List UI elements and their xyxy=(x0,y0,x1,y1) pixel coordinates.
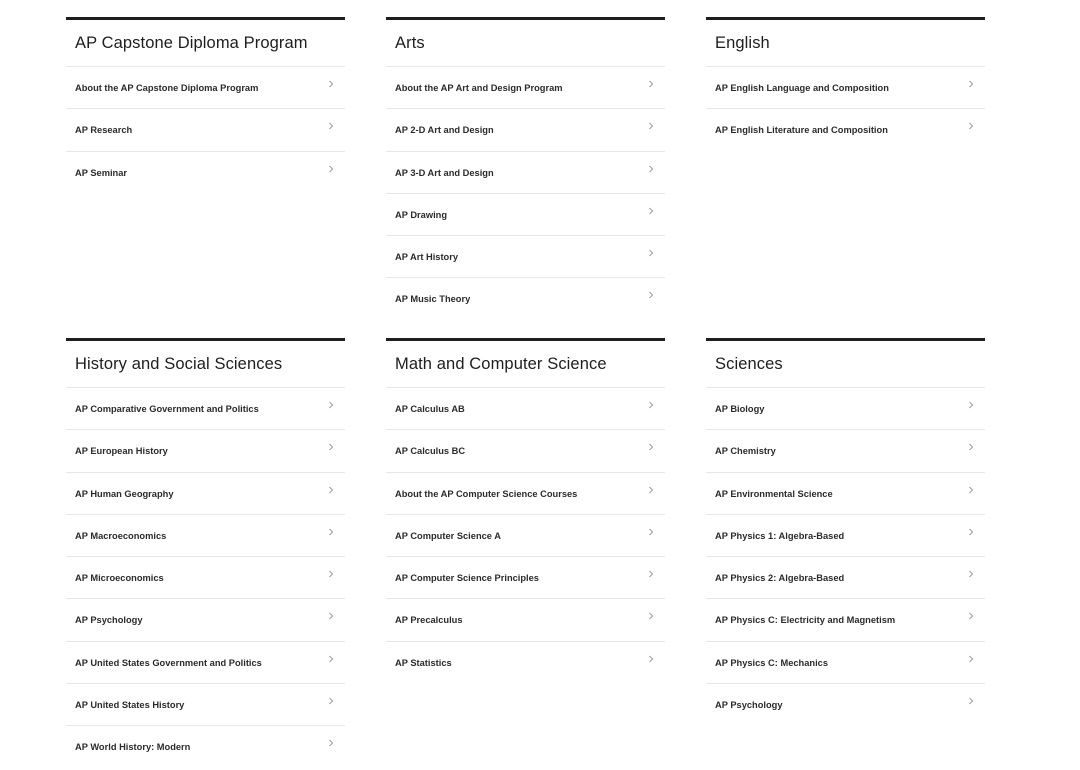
chevron-right-icon xyxy=(967,695,975,707)
course-link-label: AP Research xyxy=(75,125,133,136)
course-link-label: AP 2-D Art and Design xyxy=(395,125,494,136)
section-arts xyxy=(386,17,665,321)
chevron-right-icon xyxy=(327,441,335,453)
course-link-ap-united-states-government-and-politics[interactable] xyxy=(66,642,345,684)
course-link-label: AP World History: Modern xyxy=(75,742,191,753)
course-link-ap-research[interactable] xyxy=(66,109,345,151)
section-title: History and Social Sciences xyxy=(66,341,345,388)
course-link-ap-statistics[interactable] xyxy=(386,642,665,684)
course-link-ap-english-language-and-composition[interactable] xyxy=(706,67,985,109)
course-link-label: AP Environmental Science xyxy=(715,488,833,499)
course-link-ap-comparative-government-and-politics[interactable] xyxy=(66,388,345,430)
course-link-label: AP Drawing xyxy=(395,209,448,220)
course-link-ap-art-history[interactable] xyxy=(386,236,665,278)
course-link-label: AP English Language and Composition xyxy=(715,83,889,93)
course-link-label: AP Microeconomics xyxy=(75,573,164,584)
course-link-ap-calculus-ab[interactable] xyxy=(386,388,665,430)
chevron-right-icon xyxy=(647,568,655,580)
chevron-right-icon xyxy=(327,653,335,665)
course-link-about-the-ap-capstone-diploma-program[interactable] xyxy=(66,67,345,109)
chevron-right-icon xyxy=(327,526,335,538)
course-link-label: AP Calculus BC xyxy=(395,446,466,457)
chevron-right-icon xyxy=(647,78,655,90)
course-link-label: AP Precalculus xyxy=(395,615,463,626)
chevron-right-icon xyxy=(647,399,655,411)
course-link-label: AP 3-D Art and Design xyxy=(395,167,494,178)
course-link-label: AP Calculus AB xyxy=(395,404,465,414)
chevron-right-icon xyxy=(647,205,655,217)
section-title: AP Capstone Diploma Program xyxy=(66,20,345,67)
chevron-right-icon xyxy=(647,610,655,622)
course-link-ap-physics-c-electricity-and-magnetism[interactable] xyxy=(706,599,985,641)
course-link-ap-seminar[interactable] xyxy=(66,152,345,194)
course-link-label: AP Physics C: Electricity and Magnetism xyxy=(715,615,896,626)
course-link-ap-calculus-bc[interactable] xyxy=(386,430,665,472)
course-link-label: AP United States Government and Politics xyxy=(75,657,262,668)
course-link-ap-world-history-modern[interactable] xyxy=(66,726,345,768)
chevron-right-icon xyxy=(647,484,655,496)
course-link-label: About the AP Capstone Diploma Program xyxy=(75,83,259,93)
course-list xyxy=(706,67,985,152)
course-link-ap-music-theory[interactable] xyxy=(386,278,665,320)
course-link-ap-computer-science-a[interactable] xyxy=(386,515,665,557)
course-link-label: AP Physics 2: Algebra-Based xyxy=(715,573,845,584)
course-link-ap-united-states-history[interactable] xyxy=(66,684,345,726)
course-link-ap-3-d-art-and-design[interactable] xyxy=(386,152,665,194)
course-link-label: AP Chemistry xyxy=(715,446,776,457)
course-link-label: AP Human Geography xyxy=(75,488,174,499)
course-link-ap-biology[interactable] xyxy=(706,388,985,430)
section-ap-capstone-diploma-program xyxy=(66,17,345,194)
course-link-ap-physics-1-algebra-based[interactable] xyxy=(706,515,985,557)
section-english xyxy=(706,17,985,152)
chevron-right-icon xyxy=(647,247,655,259)
course-link-label: AP Physics 1: Algebra-Based xyxy=(715,530,845,541)
course-link-label: AP Art History xyxy=(395,252,459,263)
chevron-right-icon xyxy=(327,163,335,175)
chevron-right-icon xyxy=(967,568,975,580)
course-link-label: AP English Literature and Composition xyxy=(715,125,888,136)
course-link-ap-psychology[interactable] xyxy=(706,684,985,726)
chevron-right-icon xyxy=(647,120,655,132)
course-link-ap-precalculus[interactable] xyxy=(386,599,665,641)
chevron-right-icon xyxy=(967,120,975,132)
course-link-label: AP Physics C: Mechanics xyxy=(715,657,828,668)
course-list xyxy=(66,388,345,769)
course-link-ap-macroeconomics[interactable] xyxy=(66,515,345,557)
section-title: Arts xyxy=(386,20,665,67)
course-link-ap-computer-science-principles[interactable] xyxy=(386,557,665,599)
chevron-right-icon xyxy=(327,120,335,132)
chevron-right-icon xyxy=(647,526,655,538)
course-link-ap-physics-c-mechanics[interactable] xyxy=(706,642,985,684)
chevron-right-icon xyxy=(327,399,335,411)
course-list xyxy=(706,388,985,726)
section-math-and-computer-science xyxy=(386,338,665,684)
course-link-ap-human-geography[interactable] xyxy=(66,473,345,515)
chevron-right-icon xyxy=(327,737,335,749)
section-title: Math and Computer Science xyxy=(386,341,665,388)
chevron-right-icon xyxy=(647,289,655,301)
chevron-right-icon xyxy=(967,610,975,622)
chevron-right-icon xyxy=(967,78,975,90)
chevron-right-icon xyxy=(967,441,975,453)
course-link-about-the-ap-computer-science-courses[interactable] xyxy=(386,473,665,515)
chevron-right-icon xyxy=(967,653,975,665)
course-link-ap-environmental-science[interactable] xyxy=(706,473,985,515)
chevron-right-icon xyxy=(967,399,975,411)
course-link-about-the-ap-art-and-design-program[interactable] xyxy=(386,67,665,109)
chevron-right-icon xyxy=(647,163,655,175)
course-link-label: AP Biology xyxy=(715,404,765,414)
course-link-label: About the AP Computer Science Courses xyxy=(395,488,578,499)
course-link-label: AP Statistics xyxy=(395,657,452,668)
course-link-label: AP United States History xyxy=(75,700,185,711)
course-list xyxy=(386,388,665,684)
course-link-ap-english-literature-and-composition[interactable] xyxy=(706,109,985,151)
course-link-ap-drawing[interactable] xyxy=(386,194,665,236)
course-link-ap-chemistry[interactable] xyxy=(706,430,985,472)
course-link-label: AP Music Theory xyxy=(395,294,471,305)
chevron-right-icon xyxy=(647,653,655,665)
course-link-label: AP Computer Science Principles xyxy=(395,573,539,584)
chevron-right-icon xyxy=(327,78,335,90)
course-list xyxy=(66,67,345,194)
course-list xyxy=(386,67,665,321)
course-link-label: AP Computer Science A xyxy=(395,530,501,541)
chevron-right-icon xyxy=(327,568,335,580)
course-link-label: AP Seminar xyxy=(75,167,128,178)
chevron-right-icon xyxy=(647,441,655,453)
chevron-right-icon xyxy=(967,484,975,496)
course-link-label: AP Macroeconomics xyxy=(75,530,167,541)
section-sciences xyxy=(706,338,985,726)
course-link-label: About the AP Art and Design Program xyxy=(395,83,563,93)
section-history-and-social-sciences xyxy=(66,338,345,769)
course-link-label: AP Psychology xyxy=(715,700,783,711)
course-link-ap-physics-2-algebra-based[interactable] xyxy=(706,557,985,599)
chevron-right-icon xyxy=(327,695,335,707)
section-title: English xyxy=(706,20,985,67)
course-link-label: AP Comparative Government and Politics xyxy=(75,404,259,414)
chevron-right-icon xyxy=(327,484,335,496)
course-link-label: AP European History xyxy=(75,446,168,457)
course-link-ap-european-history[interactable] xyxy=(66,430,345,472)
course-link-label: AP Psychology xyxy=(75,615,143,626)
course-link-ap-2-d-art-and-design[interactable] xyxy=(386,109,665,151)
chevron-right-icon xyxy=(327,610,335,622)
section-title: Sciences xyxy=(706,341,985,388)
chevron-right-icon xyxy=(967,526,975,538)
course-link-ap-psychology[interactable] xyxy=(66,599,345,641)
course-link-ap-microeconomics[interactable] xyxy=(66,557,345,599)
